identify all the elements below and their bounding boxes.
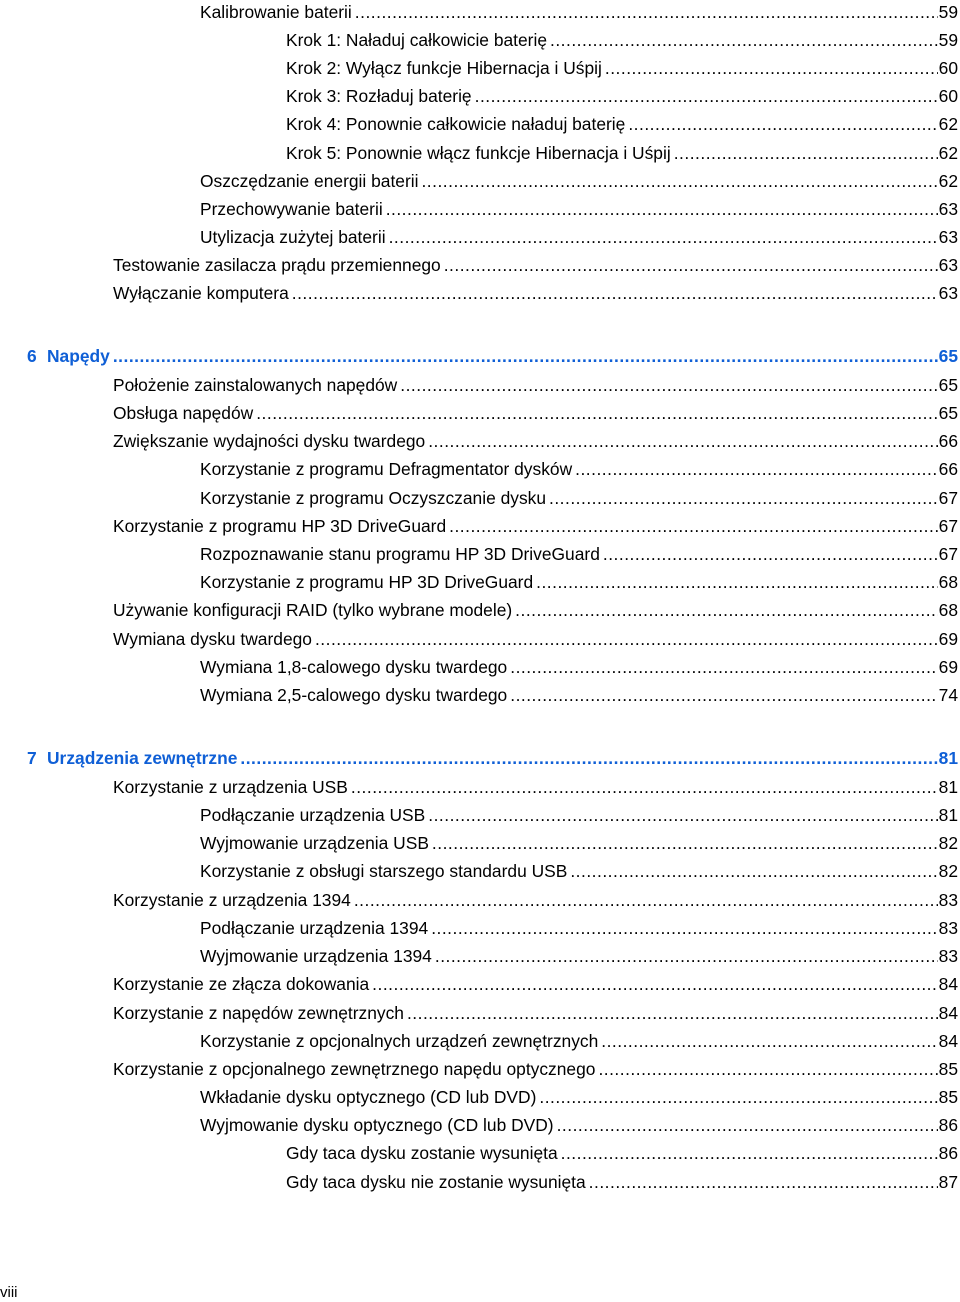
- toc-entry-title: Wymiana dysku twardego: [113, 629, 312, 649]
- toc-page-number: 65: [938, 375, 958, 395]
- toc-page-number: 87: [938, 1172, 958, 1192]
- dot-leader: [432, 831, 938, 855]
- toc-entry[interactable]: [113, 429, 958, 453]
- dot-leader: [603, 542, 938, 566]
- toc-page-number: 63: [938, 199, 958, 219]
- toc-entry[interactable]: [200, 803, 958, 827]
- dot-leader: [292, 281, 938, 305]
- dot-leader: [605, 56, 938, 80]
- dot-leader: [598, 1057, 937, 1081]
- toc-entry[interactable]: [200, 570, 958, 594]
- toc-page-number: 81: [938, 777, 958, 797]
- toc-entry[interactable]: [200, 916, 958, 940]
- toc-entry[interactable]: [200, 1085, 958, 1109]
- toc-entry[interactable]: [200, 542, 958, 566]
- toc-entry[interactable]: [200, 944, 958, 968]
- dot-leader: [601, 1029, 937, 1053]
- toc-entry-title: Wyjmowanie urządzenia 1394: [200, 946, 432, 966]
- dot-leader: [372, 972, 937, 996]
- page-number-footer: viii: [0, 1284, 18, 1301]
- toc-entry-title: Położenie zainstalowanych napędów: [113, 375, 398, 395]
- toc-entry[interactable]: [113, 281, 958, 305]
- toc-page-number: 81: [938, 805, 958, 825]
- toc-page-number: 62: [938, 114, 958, 134]
- toc-entry-title: Podłączanie urządzenia USB: [200, 805, 426, 825]
- toc-page-number: 85: [938, 1087, 958, 1107]
- toc-chapter-entry[interactable]: [27, 746, 958, 770]
- toc-page-number: 85: [938, 1059, 958, 1079]
- toc-entry-title: Korzystanie z programu Oczyszczanie dysku: [200, 488, 547, 508]
- toc-entry-title: Wymiana 2,5-calowego dysku twardego: [200, 685, 508, 705]
- toc-entry-title: Przechowywanie baterii: [200, 199, 383, 219]
- toc-page-number: 82: [938, 861, 958, 881]
- toc-page-number: 63: [938, 255, 958, 275]
- toc-entry[interactable]: [113, 1001, 958, 1025]
- toc-entry[interactable]: [286, 84, 958, 108]
- toc-page-number: 68: [938, 600, 958, 620]
- toc-entry[interactable]: [286, 1170, 958, 1194]
- toc-entry-title: Obsługa napędów: [113, 403, 254, 423]
- toc-entry-title: Krok 3: Rozładuj baterię: [286, 86, 472, 106]
- toc-page-number: 66: [938, 459, 958, 479]
- toc-entry-title: Korzystanie z obsługi starszego standardu USB: [200, 861, 568, 881]
- toc-entry-title: Utylizacja zużytej baterii: [200, 227, 386, 247]
- toc-page-number: 63: [938, 227, 958, 247]
- toc-entry-title: Oszczędzanie energii baterii: [200, 171, 419, 191]
- toc-page-number: 60: [938, 58, 958, 78]
- toc-entry[interactable]: [200, 859, 958, 883]
- toc-page-number: 86: [938, 1115, 958, 1135]
- toc-entry[interactable]: [113, 627, 958, 651]
- toc-entry-title: Używanie konfiguracji RAID (tylko wybrane modele): [113, 600, 513, 620]
- dot-leader: [515, 598, 937, 622]
- toc-entry[interactable]: [286, 141, 958, 165]
- toc-entry-title: Wyjmowanie urządzenia USB: [200, 833, 429, 853]
- toc-page-number: 65: [938, 346, 958, 366]
- chapter-number: 7: [27, 748, 37, 768]
- dot-leader: [550, 28, 938, 52]
- toc-entry[interactable]: [200, 1029, 958, 1053]
- dot-leader: [407, 1001, 938, 1025]
- dot-leader: [421, 169, 937, 193]
- dot-leader: [570, 859, 937, 883]
- dot-leader: [240, 746, 937, 770]
- toc-page-number: 59: [938, 2, 958, 22]
- toc-page-number: 84: [938, 1003, 958, 1023]
- dot-leader: [428, 803, 937, 827]
- toc-entry[interactable]: [286, 28, 958, 52]
- toc-chapter-entry[interactable]: [27, 344, 958, 368]
- toc-entry[interactable]: [200, 683, 958, 707]
- toc-entry-title: Korzystanie z programu Defragmentator dysków: [200, 459, 573, 479]
- toc-entry[interactable]: [286, 56, 958, 80]
- chapter-number: 6: [27, 346, 37, 366]
- toc-entry-title: Gdy taca dysku nie zostanie wysunięta: [286, 1172, 586, 1192]
- toc-entry-title: Krok 5: Ponownie włącz funkcje Hibernacja i Uśpij: [286, 143, 671, 163]
- toc-entry-title: Korzystanie z opcjonalnych urządzeń zewnętrznych: [200, 1031, 599, 1051]
- toc-entry[interactable]: [200, 486, 958, 510]
- toc-page-number: 67: [938, 488, 958, 508]
- dot-leader: [113, 344, 938, 368]
- dot-leader: [575, 457, 938, 481]
- toc-entry-title: Korzystanie z urządzenia 1394: [113, 890, 351, 910]
- dot-leader: [386, 197, 938, 221]
- toc-page-number: 84: [938, 1031, 958, 1051]
- toc-entry-title: Korzystanie ze złącza dokowania: [113, 974, 370, 994]
- dot-leader: [628, 112, 937, 136]
- toc-entry-title: [27, 746, 237, 770]
- dot-leader: [549, 486, 938, 510]
- dot-leader: [351, 775, 938, 799]
- toc-entry[interactable]: [113, 598, 958, 622]
- toc-entry-title: Podłączanie urządzenia 1394: [200, 918, 429, 938]
- toc-entry[interactable]: [200, 457, 958, 481]
- dot-leader: [557, 1113, 938, 1137]
- toc-page-number: 65: [938, 403, 958, 423]
- toc-entry-title: Korzystanie z opcjonalnego zewnętrznego napędu optycznego: [113, 1059, 596, 1079]
- toc-entry[interactable]: [113, 253, 958, 277]
- toc-page-number: 67: [938, 516, 958, 536]
- toc-entry[interactable]: [286, 1141, 958, 1165]
- toc-page-number: 62: [938, 171, 958, 191]
- toc-entry-title: Krok 1: Naładuj całkowicie baterię: [286, 30, 547, 50]
- toc-entry-title: Wyjmowanie dysku optycznego (CD lub DVD): [200, 1115, 554, 1135]
- toc-entry[interactable]: [113, 888, 958, 912]
- toc-page-number: 82: [938, 833, 958, 853]
- toc-entry-title: Wymiana 1,8-calowego dysku twardego: [200, 657, 508, 677]
- toc-page-number: 86: [938, 1143, 958, 1163]
- toc-page-number: 62: [938, 143, 958, 163]
- toc-page-number: 63: [938, 283, 958, 303]
- dot-leader: [428, 429, 937, 453]
- dot-leader: [475, 84, 938, 108]
- toc-entry-title: Krok 2: Wyłącz funkcje Hibernacja i Uśpij: [286, 58, 602, 78]
- toc-page-number: 67: [938, 544, 958, 564]
- toc-entry-title: Rozpoznawanie stanu programu HP 3D DriveGuard: [200, 544, 600, 564]
- dot-leader: [256, 401, 937, 425]
- toc-entry-title: Wkładanie dysku optycznego (CD lub DVD): [200, 1087, 537, 1107]
- toc-entry-title: Wyłączanie komputera: [113, 283, 289, 303]
- toc-entry-title: Korzystanie z programu HP 3D DriveGuard: [113, 516, 447, 536]
- dot-leader: [431, 916, 937, 940]
- dot-leader: [536, 570, 938, 594]
- toc-entry-title: Testowanie zasilacza prądu przemiennego: [113, 255, 441, 275]
- toc-page-number: 81: [938, 748, 958, 768]
- chapter-title: Napędy: [47, 346, 110, 366]
- toc-entry-title: Korzystanie z programu HP 3D DriveGuard: [200, 572, 534, 592]
- toc-entry-title: Krok 4: Ponownie całkowicie naładuj baterię: [286, 114, 626, 134]
- toc-page-number: 69: [938, 657, 958, 677]
- toc-entry[interactable]: [200, 655, 958, 679]
- toc-page-number: 59: [938, 30, 958, 50]
- toc-entry-title: Zwiększanie wydajności dysku twardego: [113, 431, 426, 451]
- toc-page-number: 84: [938, 974, 958, 994]
- toc-entry[interactable]: [200, 197, 958, 221]
- toc-page-number: 60: [938, 86, 958, 106]
- dot-leader: [539, 1085, 937, 1109]
- toc-page-number: 83: [938, 946, 958, 966]
- toc-page-number: 66: [938, 431, 958, 451]
- toc-entry[interactable]: [200, 225, 958, 249]
- dot-leader: [674, 141, 938, 165]
- dot-leader: [510, 683, 937, 707]
- toc-entry[interactable]: [113, 775, 958, 799]
- toc-entry[interactable]: [113, 1057, 958, 1081]
- dot-leader: [589, 1170, 938, 1194]
- chapter-title: Urządzenia zewnętrzne: [47, 748, 238, 768]
- toc-page-number: 83: [938, 890, 958, 910]
- dot-leader: [444, 253, 938, 277]
- toc-entry[interactable]: [200, 831, 958, 855]
- dot-leader: [354, 888, 938, 912]
- dot-leader: [561, 1141, 938, 1165]
- toc-entry-title: [27, 344, 110, 368]
- toc-entry[interactable]: [200, 0, 958, 24]
- toc-entry[interactable]: [113, 514, 958, 538]
- toc-page-number: 68: [938, 572, 958, 592]
- toc-entry-title: Kalibrowanie baterii: [200, 2, 352, 22]
- toc-entry[interactable]: [286, 112, 958, 136]
- toc-entry[interactable]: [113, 373, 958, 397]
- dot-leader: [315, 627, 938, 651]
- dot-leader: [389, 225, 938, 249]
- dot-leader: [510, 655, 937, 679]
- toc-entry[interactable]: [113, 401, 958, 425]
- toc-page-number: 74: [938, 685, 958, 705]
- dot-leader: [400, 373, 937, 397]
- toc-entry[interactable]: [200, 169, 958, 193]
- toc-page-number: 83: [938, 918, 958, 938]
- toc-entry-title: Korzystanie z napędów zewnętrznych: [113, 1003, 404, 1023]
- toc-page-number: 69: [938, 629, 958, 649]
- dot-leader: [449, 514, 938, 538]
- dot-leader: [435, 944, 938, 968]
- toc-entry[interactable]: [200, 1113, 958, 1137]
- toc-entry-title: Korzystanie z urządzenia USB: [113, 777, 348, 797]
- toc-entry[interactable]: [113, 972, 958, 996]
- dot-leader: [355, 0, 938, 24]
- toc-entry-title: Gdy taca dysku zostanie wysunięta: [286, 1143, 558, 1163]
